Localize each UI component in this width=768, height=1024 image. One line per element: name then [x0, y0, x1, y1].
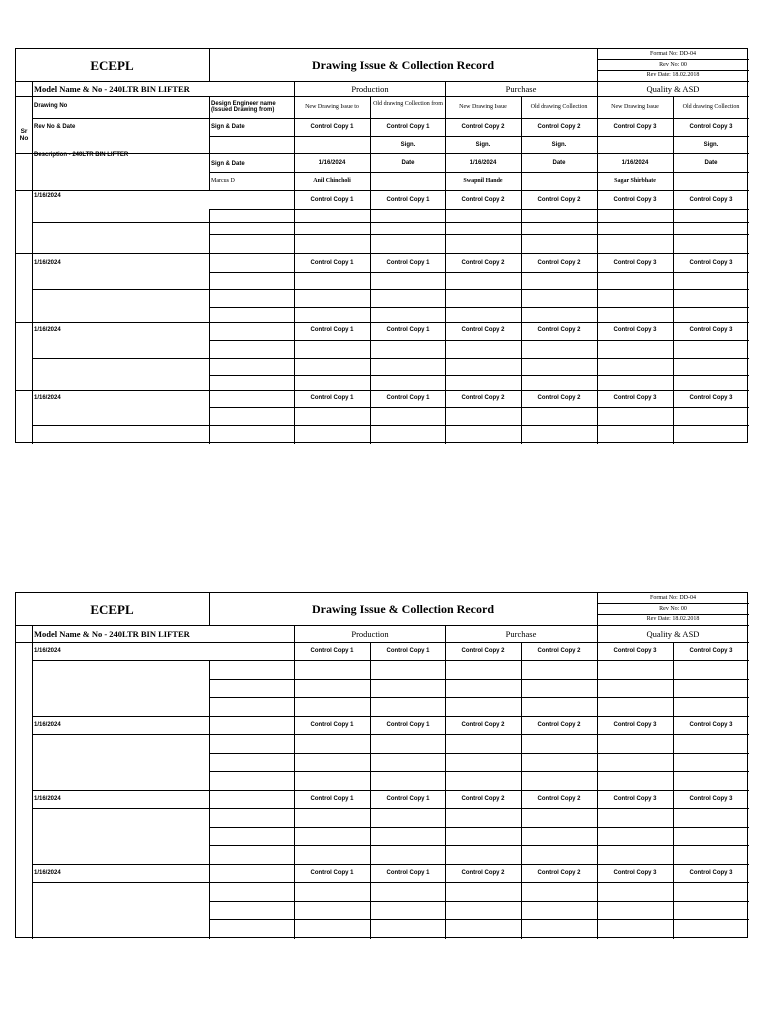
copy-cell: Control Copy 2: [537, 796, 581, 802]
copy-cell: Control Copy 2: [461, 124, 505, 130]
copy-cell: Control Copy 1: [386, 197, 430, 203]
copy-cell: Control Copy 3: [689, 260, 733, 266]
copy-cell: Control Copy 3: [613, 722, 657, 728]
label-sign-date-2: Sign & Date: [211, 161, 245, 167]
dept-purchase: Purchase: [505, 629, 537, 639]
entry-date: 1/16/2024: [34, 395, 61, 401]
copy-cell: Control Copy 1: [310, 124, 354, 130]
copy-cell: Control Copy 3: [613, 796, 657, 802]
record-sheet-2: [15, 592, 748, 938]
copy-cell: Control Copy 1: [386, 260, 430, 266]
quality-name: Sagar Shirbhate: [614, 178, 656, 184]
copy-cell: Control Copy 2: [461, 327, 505, 333]
copy-cell: Control Copy 1: [386, 722, 430, 728]
copy-cell: Control Copy 3: [613, 327, 657, 333]
label-sr-no: Sr No: [19, 128, 29, 142]
format-no: Format No: DD-04: [650, 595, 696, 601]
rev-date: Rev Date: 18.02.2018: [646, 72, 700, 78]
date-cell: Date: [704, 160, 718, 166]
company-name: ECEPL: [90, 58, 134, 73]
sign-cell: Sign.: [475, 142, 491, 148]
copy-cell: Control Copy 2: [461, 260, 505, 266]
copy-cell: Control Copy 1: [386, 327, 430, 333]
copy-cell: Control Copy 1: [386, 124, 430, 130]
copy-cell: Control Copy 1: [310, 722, 354, 728]
copy-cell: Control Copy 3: [689, 327, 733, 333]
copy-cell: Control Copy 3: [613, 124, 657, 130]
dept-quality: Quality & ASD: [646, 629, 700, 639]
copy-cell: Control Copy 1: [310, 395, 354, 401]
copy-cell: Control Copy 1: [310, 197, 354, 203]
copy-cell: Control Copy 2: [537, 722, 581, 728]
copy-cell: Control Copy 2: [537, 327, 581, 333]
label-drawing-no: Drawing No: [34, 103, 68, 109]
date-cell: Date: [552, 160, 566, 166]
col-old-collection-purchase: Old drawing Collection: [530, 104, 588, 110]
entry-date: 1/16/2024: [34, 648, 61, 654]
copy-cell: Control Copy 1: [310, 648, 354, 654]
copy-cell: Control Copy 2: [537, 395, 581, 401]
copy-cell: Control Copy 2: [461, 796, 505, 802]
copy-cell: Control Copy 1: [310, 796, 354, 802]
copy-cell: Control Copy 1: [386, 796, 430, 802]
sign-cell: Sign.: [400, 142, 416, 148]
copy-cell: Control Copy 3: [689, 124, 733, 130]
copy-cell: Control Copy 1: [386, 648, 430, 654]
entry-date: 1/16/2024: [34, 870, 61, 876]
form-title: Drawing Issue & Collection Record: [312, 58, 494, 72]
copy-cell: Control Copy 3: [613, 395, 657, 401]
copy-cell: Control Copy 1: [386, 870, 430, 876]
dept-purchase: Purchase: [505, 84, 537, 94]
model-name: Model Name & No - 240LTR BIN LIFTER: [34, 629, 190, 639]
entry-date: 1/16/2024: [34, 260, 61, 266]
copy-cell: Control Copy 1: [386, 395, 430, 401]
date-cell: 1/16/2024: [318, 160, 346, 166]
rev-date: Rev Date: 18.02.2018: [646, 616, 700, 622]
entry-date: 1/16/2024: [34, 722, 61, 728]
copy-cell: Control Copy 2: [461, 648, 505, 654]
dept-production: Production: [351, 629, 389, 639]
copy-cell: Control Copy 3: [613, 648, 657, 654]
dept-quality: Quality & ASD: [646, 84, 700, 94]
copy-cell: Control Copy 3: [613, 870, 657, 876]
format-no: Format No: DD-04: [650, 51, 696, 57]
sign-cell: Sign.: [703, 142, 719, 148]
label-design-engineer: Design Engineer name (Issued Drawing from): [211, 101, 276, 113]
copy-cell: Control Copy 3: [689, 648, 733, 654]
label-rev-no-date: Rev No & Date: [34, 124, 76, 130]
col-new-issue-to: New Drawing Issue to: [305, 104, 359, 110]
copy-cell: Control Copy 3: [689, 197, 733, 203]
rev-no: Rev No: 00: [659, 606, 687, 612]
copy-cell: Control Copy 1: [310, 260, 354, 266]
copy-cell: Control Copy 2: [461, 395, 505, 401]
copy-cell: Control Copy 3: [689, 870, 733, 876]
entry-date: 1/16/2024: [34, 193, 61, 199]
copy-cell: Control Copy 1: [310, 327, 354, 333]
label-sign-date: Sign & Date: [211, 124, 245, 130]
purchase-name: Swapnil Hande: [463, 178, 503, 184]
copy-cell: Control Copy 3: [689, 722, 733, 728]
copy-cell: Control Copy 1: [310, 870, 354, 876]
copy-cell: Control Copy 3: [613, 260, 657, 266]
date-cell: 1/16/2024: [621, 160, 649, 166]
copy-cell: Control Copy 2: [537, 260, 581, 266]
entry-date: 1/16/2024: [34, 796, 61, 802]
model-name: Model Name & No - 240LTR BIN LIFTER: [34, 84, 190, 94]
copy-cell: Control Copy 3: [689, 796, 733, 802]
date-cell: Date: [401, 160, 415, 166]
col-old-collection-from: Old drawing Collection from: [373, 101, 443, 107]
sign-cell: Sign.: [551, 142, 567, 148]
col-old-collection-quality: Old drawing Collection: [682, 104, 740, 110]
entry-date: 1/16/2024: [34, 327, 61, 333]
engineer-name: Marcus D: [211, 178, 235, 184]
company-name: ECEPL: [90, 602, 134, 617]
copy-cell: Control Copy 3: [613, 197, 657, 203]
dept-production: Production: [351, 84, 389, 94]
form-title: Drawing Issue & Collection Record: [312, 602, 494, 616]
copy-cell: Control Copy 3: [689, 395, 733, 401]
copy-cell: Control Copy 2: [461, 722, 505, 728]
rev-no: Rev No: 00: [659, 62, 687, 68]
col-new-issue-purchase: New Drawing Issue: [459, 104, 507, 110]
col-new-issue-quality: New Drawing Issue: [611, 104, 659, 110]
copy-cell: Control Copy 2: [537, 870, 581, 876]
date-cell: 1/16/2024: [469, 160, 497, 166]
copy-cell: Control Copy 2: [461, 197, 505, 203]
copy-cell: Control Copy 2: [537, 124, 581, 130]
label-description: Description - 240LTR BIN LIFTER: [34, 152, 129, 158]
copy-cell: Control Copy 2: [537, 197, 581, 203]
copy-cell: Control Copy 2: [461, 870, 505, 876]
copy-cell: Control Copy 2: [537, 648, 581, 654]
production-name: Anil Chincholi: [313, 178, 351, 184]
record-sheet-1: [15, 48, 748, 443]
